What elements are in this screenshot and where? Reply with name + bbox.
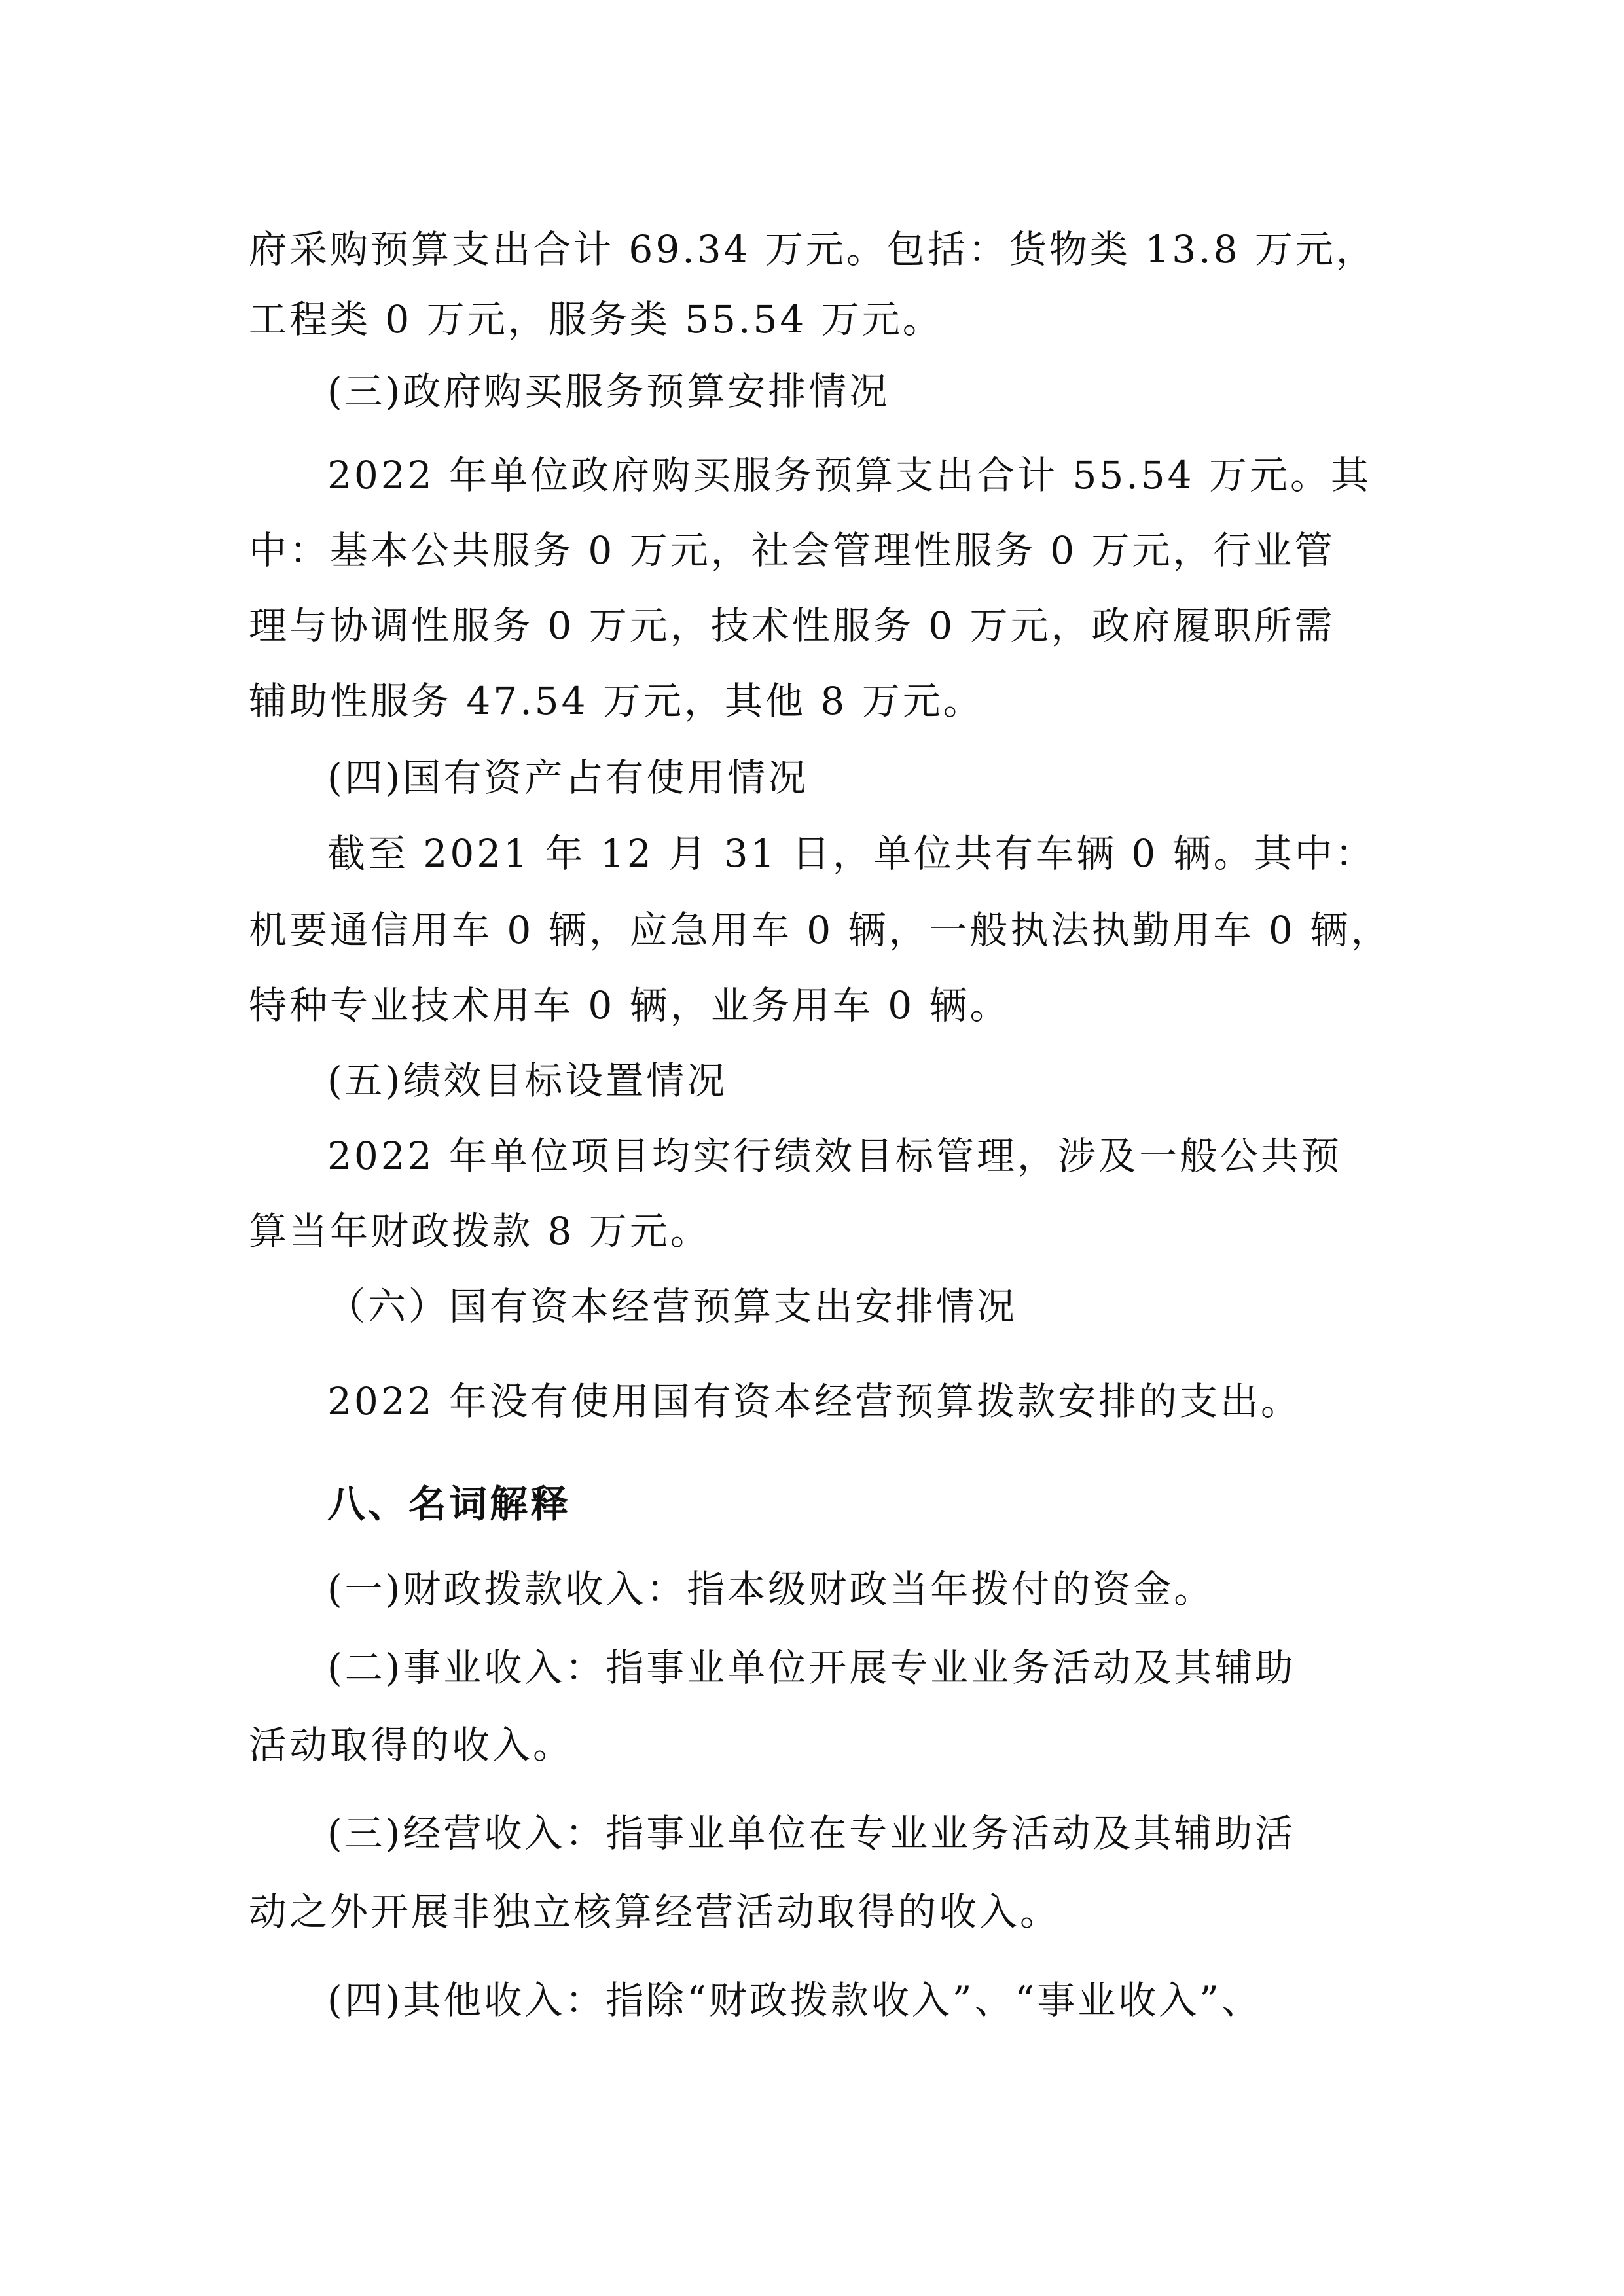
text-line: 府采购预算支出合计 69.34 万元。包括：货物类 13.8 万元， — [249, 227, 1377, 272]
text-line: (二)事业收入：指事业单位开展专业业务活动及其辅助 — [327, 1645, 1296, 1690]
text-line: 工程类 0 万元，服务类 55.54 万元。 — [249, 297, 943, 342]
text-line: (一)财政拨款收入：指本级财政当年拨付的资金。 — [327, 1567, 1215, 1611]
text-line: 机要通信用车 0 辆，应急用车 0 辆，一般执法执勤用车 0 辆， — [249, 908, 1392, 952]
section-heading: （六）国有资本经营预算支出安排情况 — [327, 1284, 1018, 1329]
section-heading: (三)政府购买服务预算安排情况 — [327, 369, 890, 414]
text-line: (三)经营收入：指事业单位在专业业务活动及其辅助活 — [327, 1811, 1296, 1856]
section-heading: (五)绩效目标设置情况 — [327, 1058, 728, 1103]
text-line: 活动取得的收入。 — [249, 1723, 574, 1767]
section-heading: (四)国有资产占有使用情况 — [327, 755, 809, 800]
text-line: 2022 年没有使用国有资本经营预算拨款安排的支出。 — [327, 1379, 1302, 1424]
text-line: 理与协调性服务 0 万元，技术性服务 0 万元，政府履职所需 — [249, 603, 1335, 648]
text-line: 算当年财政拨款 8 万元。 — [249, 1209, 711, 1253]
text-line: 特种专业技术用车 0 辆，业务用车 0 辆。 — [249, 983, 1011, 1028]
text-line: 截至 2021 年 12 月 31 日，单位共有车辆 0 辆。其中： — [327, 831, 1376, 876]
text-line: 动之外开展非独立核算经营活动取得的收入。 — [249, 1890, 1061, 1934]
text-line: 中：基本公共服务 0 万元，社会管理性服务 0 万元，行业管 — [249, 528, 1335, 573]
text-line: (四)其他收入：指除“财政拨款收入”、“事业收入”、 — [327, 1978, 1262, 2022]
text-line: 2022 年单位政府购买服务预算支出合计 55.54 万元。其 — [327, 453, 1371, 497]
text-line: 2022 年单位项目均实行绩效目标管理，涉及一般公共预 — [327, 1134, 1343, 1178]
text-line: 辅助性服务 47.54 万元，其他 8 万元。 — [249, 679, 984, 723]
chapter-heading: 八、名词解释 — [327, 1482, 571, 1526]
